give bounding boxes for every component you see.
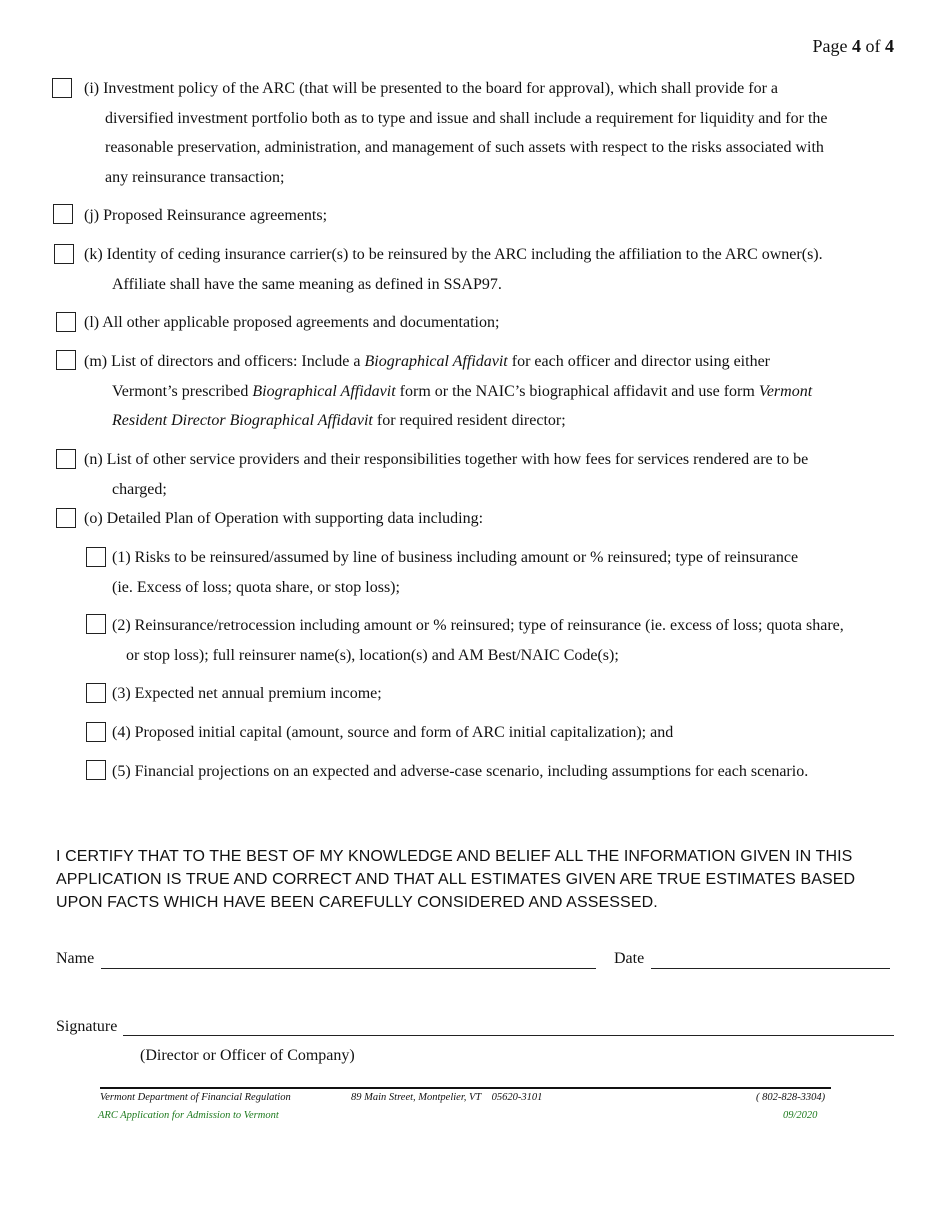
item-risks-reinsured <box>112 543 798 602</box>
checkbox-reinsurance-agreements[interactable] <box>53 204 73 224</box>
name-label: Name <box>56 950 95 967</box>
page-total: 4 <box>885 36 894 56</box>
text-run-italic: Vermont <box>758 382 813 400</box>
footer-department: Vermont Department of Financial Regulation <box>100 1092 291 1103</box>
item-text-line: (j) Proposed Reinsurance agreements; <box>84 207 328 224</box>
date-label: Date <box>614 950 645 967</box>
certification-statement: I CERTIFY THAT TO THE BEST OF MY KNOWLEDGE AND BELIEF ALL THE INFORMATION GIVEN IN THIS APPLICATION IS TRUE AND CORRECT AND THAT ALL ESTIMATES GIVEN ARE TRUE ESTIMATES BASED UPON FACTS WHICH HAVE BEEN CAREFULLY CONSIDERED AND ASSESSED. <box>56 848 856 911</box>
page-of: of <box>865 36 881 56</box>
item-text-line: (k) Identity of ceding insurance carrier(s) to be reinsured by the ARC including the affiliation to the ARC owner(s). <box>84 246 823 263</box>
item-text-line: (2) Reinsurance/retrocession including amount or % reinsured; type of reinsurance (ie. excess of loss; quota share, <box>112 617 844 634</box>
checkbox-initial-capital[interactable] <box>86 722 106 742</box>
signer-note: (Director or Officer of Company) <box>140 1047 355 1064</box>
item-service-providers <box>84 445 808 504</box>
text-run-italic: Biographical Affidavit <box>252 382 396 400</box>
checkbox-retrocession[interactable] <box>86 614 106 634</box>
footer-phone: ( 802-828-3304) <box>756 1092 826 1103</box>
item-text-line: (n) List of other service providers and their responsibilities together with how fees for services rendered are to be <box>84 451 809 468</box>
date-field[interactable] <box>651 968 890 969</box>
item-text-line: Affiliate shall have the same meaning as defined in SSAP97. <box>112 275 502 293</box>
text-run: (m) List of directors and officers: Include a <box>84 353 365 370</box>
item-text-line: (5) Financial projections on an expected and adverse-case scenario, including assumptions for each scenario. <box>112 763 809 780</box>
item-text-line: charged; <box>112 480 167 498</box>
text-run: form or the NAIC’s biographical affidavit and use form <box>395 382 759 400</box>
item-text-line: any reinsurance transaction; <box>105 168 285 186</box>
item-text-line: (3) Expected net annual premium income; <box>112 685 382 702</box>
item-investment-policy <box>84 74 828 192</box>
item-plan-of-operation <box>84 504 483 534</box>
text-run-italic: Biographical Affidavit <box>364 353 508 370</box>
checkbox-investment-policy[interactable] <box>52 78 72 98</box>
checkbox-premium-income[interactable] <box>86 683 106 703</box>
text-run-italic: Resident Director Biographical Affidavit <box>112 412 373 429</box>
text-run: for each officer and director using either <box>507 353 770 370</box>
checkbox-other-agreements[interactable] <box>56 312 76 332</box>
signature-label: Signature <box>56 1018 118 1035</box>
item-initial-capital <box>112 718 673 748</box>
text-run: for required resident director; <box>372 412 566 429</box>
item-text-line: (l) All other applicable proposed agreements and documentation; <box>84 314 500 331</box>
footer-form-date: 09/2020 <box>783 1110 818 1121</box>
item-premium-income <box>112 679 382 709</box>
text-run: Vermont’s prescribed <box>112 382 253 400</box>
item-text-line <box>84 406 812 436</box>
item-other-agreements <box>84 308 499 338</box>
footer-address: 89 Main Street, Montpelier, VT 05620-3101 <box>351 1092 543 1103</box>
footer-divider <box>100 1087 831 1089</box>
checkbox-risks-reinsured[interactable] <box>86 547 106 567</box>
item-directors-officers <box>84 347 812 436</box>
item-text-line: (4) Proposed initial capital (amount, source and form of ARC initial capitalization); and <box>112 724 674 741</box>
item-financial-projections <box>112 757 808 787</box>
item-text-line: (1) Risks to be reinsured/assumed by line of business including amount or % reinsured; type of reinsurance <box>112 549 799 566</box>
page-prefix: Page <box>812 36 848 56</box>
item-text-line <box>84 347 812 377</box>
item-text-line: (i) Investment policy of the ARC (that will be presented to the board for approval), which shall provide for a <box>84 80 779 97</box>
item-text-line: diversified investment portfolio both as to type and issue and shall include a requirement for liquidity and for the <box>105 109 828 127</box>
checkbox-directors-officers[interactable] <box>56 350 76 370</box>
checkbox-financial-projections[interactable] <box>86 760 106 780</box>
item-text-line: (ie. Excess of loss; quota share, or stop loss); <box>112 578 400 596</box>
checkbox-plan-of-operation[interactable] <box>56 508 76 528</box>
checkbox-service-providers[interactable] <box>56 449 76 469</box>
signature-field[interactable] <box>123 1035 894 1036</box>
footer-form-title: ARC Application for Admission to Vermont <box>98 1110 279 1121</box>
item-ceding-carrier <box>84 240 823 299</box>
checkbox-ceding-carrier[interactable] <box>54 244 74 264</box>
item-text-line <box>84 377 812 407</box>
item-text-line: or stop loss); full reinsurer name(s), location(s) and AM Best/NAIC Code(s); <box>126 646 619 664</box>
item-text-line: (o) Detailed Plan of Operation with supporting data including: <box>84 510 484 527</box>
item-text-line: reasonable preservation, administration, and management of such assets with respect to the risks associated with <box>105 139 824 156</box>
page-number <box>813 36 895 57</box>
item-reinsurance-agreements <box>84 201 327 231</box>
item-retrocession <box>112 611 844 670</box>
name-field[interactable] <box>101 968 596 969</box>
page-current: 4 <box>852 36 861 56</box>
